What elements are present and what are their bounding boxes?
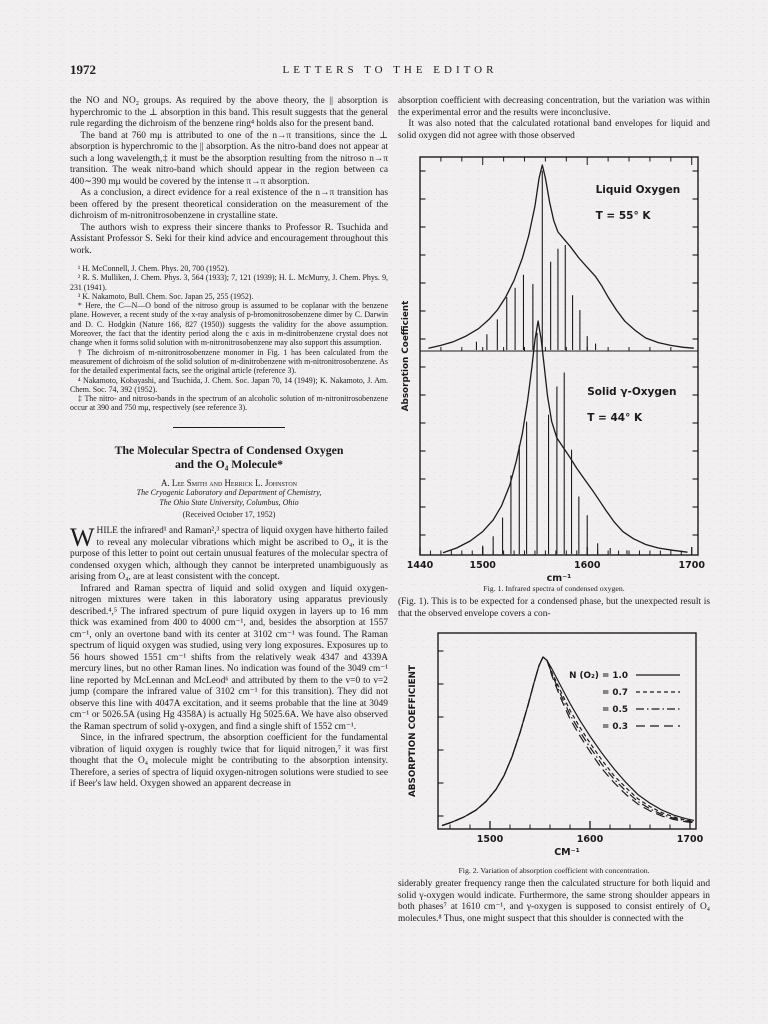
footnote: ⁴ Nakamoto, Kobayashi, and Tsuchida, J. Chem. Soc. Japan 70, 14 (1949); K. Nakamoto, J. Am. Chem. Soc. 74, 392 (1952). <box>70 375 388 394</box>
paragraph: absorption coefficient with decreasing concentration, but the variation was within the experimental error and the results were inconclusive. <box>398 96 710 118</box>
article-title-line1: The Molecular Spectra of Condensed Oxygen <box>114 442 344 457</box>
paragraph <box>70 523 388 584</box>
svg-text:1500: 1500 <box>476 834 504 845</box>
svg-text:= 0.5: = 0.5 <box>601 705 628 715</box>
svg-text:T = 44° K: T = 44° K <box>587 412 643 424</box>
svg-text:cm⁻¹: cm⁻¹ <box>546 573 572 583</box>
article-title-line2: and the O₄ Molecule* <box>174 457 284 472</box>
figure-1-plot <box>398 147 710 583</box>
svg-text:1440: 1440 <box>406 560 434 571</box>
paragraph: siderably greater frequency range then the calculated structure for both liquid and solid γ-oxygen would indicate. Furthermore, the same strong shoulder appears in both phases⁷ at 1610 cm⁻¹, and γ-oxygen is supposed to consist entirely of O₄ molecules.⁸ Thus, one might suspect that this shoulder is connected with the <box>398 879 710 924</box>
received-date: (Received October 17, 1952) <box>182 510 276 520</box>
footnote: † The dichroism of m-nitronitrosobenzene monomer in Fig. 1 has been calculated from the measurement of dichroism of the solid solution of m-dinitrobenzene with m-nitronitrosobenzene. As for the detailed experimental facts, see the original article (reference 3). <box>70 347 388 376</box>
left-column <box>70 96 388 791</box>
paragraph: The authors wish to express their sincere thanks to Professor R. Tsuchida and Assistant Professor S. Seki for their kind advice and encouragement throughout this work. <box>70 222 388 256</box>
footnote: * Here, the C—N—O bond of the nitroso group is assumed to be coplanar with the benzene plane. However, a recent study of the x-ray analysis of p-bromonitrosobenzene dimer by C. Darwin and D. C. Hodgkin (Nature 166, 827 (1950)) suggests the validity for the above assumption. Moreover, the fact that the identity period along the c axis in m-dinitrobenzene crystal does not change when it forms solid solution with m-nitronitrosobenzene may also support this assumption. <box>70 301 388 348</box>
paragraph: The band at 760 mμ is attributed to one of the n→π transitions, since the ⊥ absorption is hyperchromic to the || absorption. As the nitro-band does not appear at such a long wavelength,‡ it must be the absorption resulting from the nitroso n→π transition. The weak nitro-band which should appear in the region between ca 400∼390 mμ would be covered by the intense π→π absorption. <box>70 130 388 187</box>
figure-1 <box>398 147 710 593</box>
paragraph: Since, in the infrared spectrum, the absorption coefficient for the fundamental vibration of liquid oxygen is roughly twice that for liquid nitrogen,⁷ it was first thought that the O₄ molecule might be contributing to the absorption intensity. Therefore, a series of spectra of liquid oxygen-nitrogen solutions were studied to see if Beer's law held. Oxygen showed an apparent decrease in <box>70 733 388 790</box>
affiliation-line1: The Cryogenic Laboratory and Department of Chemistry, <box>136 487 322 497</box>
footnotes-block <box>70 264 388 413</box>
affiliation-line2: The Ohio State University, Columbus, Ohio <box>159 497 299 507</box>
article-title <box>76 443 382 472</box>
svg-text:Solid γ-Oxygen: Solid γ-Oxygen <box>587 386 677 398</box>
footnote: ¹ H. McConnell, J. Chem. Phys. 20, 700 (1952). <box>77 264 230 273</box>
paragraph: It was also noted that the calculated rotational band envelopes for liquid and solid oxygen did not agree with those observed <box>398 119 710 141</box>
svg-text:1700: 1700 <box>678 560 705 571</box>
svg-text:Absorption Coefficient: Absorption Coefficient <box>401 300 411 412</box>
svg-text:= 0.3: = 0.3 <box>601 722 628 732</box>
svg-text:N (O₂) = 1.0: N (O₂) = 1.0 <box>569 671 628 681</box>
footnote: ² R. S. Mulliken, J. Chem. Phys. 3, 564 (1933); 7, 121 (1939); H. L. McMurry, J. Chem. Phys. 9, 231 (1941). <box>70 273 388 292</box>
figure-1-caption: Fig. 1. Infrared spectra of condensed oxygen. <box>483 584 625 593</box>
running-head: LETTERS TO THE EDITOR <box>282 64 498 76</box>
svg-text:CM⁻¹: CM⁻¹ <box>554 847 580 858</box>
svg-text:Liquid Oxygen: Liquid Oxygen <box>595 184 681 196</box>
footnote: ³ K. Nakamoto, Bull. Chem. Soc. Japan 25, 255 (1952). <box>77 291 254 301</box>
svg-text:ABSORPTION COEFFICIENT: ABSORPTION COEFFICIENT <box>408 664 418 798</box>
paragraph: the NO and NO₂ groups. As required by the above theory, the || absorption is hyperchromic to the ⊥ absorption in this band. This result suggests that the general rule regarding the dichroism of the benzene ring⁴ holds also for the present band. <box>70 96 388 129</box>
svg-text:T = 55° K: T = 55° K <box>595 210 651 222</box>
svg-text:1600: 1600 <box>576 834 604 845</box>
svg-text:= 0.7: = 0.7 <box>601 688 628 698</box>
svg-text:1500: 1500 <box>469 560 496 571</box>
right-column <box>398 96 710 925</box>
paragraph: As a conclusion, a direct evidence for a real existence of the n→π transition has been offered by the present theoretical consideration on the measurement of the dichroism of m-nitronitrosobenzene in crystalline state. <box>70 188 388 221</box>
paragraph: (Fig. 1). This is to be expected for a condensed phase, but the unexpected result is that the observed envelope covers a con- <box>398 597 710 619</box>
footnote: ‡ The nitro- and nitroso-bands in the spectrum of an alcoholic solution of m-nitronitrosobenzene occur at 390 and 750 mμ, respectively (see reference 3). <box>70 394 388 413</box>
authors: A. Lee Smith and Herrick L. Johnston <box>160 477 298 488</box>
svg-text:1600: 1600 <box>573 560 601 571</box>
section-divider <box>173 427 285 428</box>
figure-2-caption: Fig. 2. Variation of absorption coefficient with concentration. <box>458 866 650 875</box>
figure-2-plot <box>404 625 704 865</box>
svg-text:1700: 1700 <box>676 834 704 845</box>
drop-cap: W <box>70 523 95 553</box>
figure-2 <box>398 625 710 875</box>
opening-text: HILE the infrared¹ and Raman²,³ spectra of liquid oxygen have hitherto failed to reveal any molecular vibrations which might be ascribed to O₄, it is the purpose of this letter to point out certain unusual features of the molecular spectra of condensed oxygen which, although they cannot be interpreted unambiguously as arising from O₄, are at least consistent with the concept. <box>70 526 388 583</box>
page-number: 1972 <box>70 62 96 77</box>
paragraph: Infrared and Raman spectra of liquid and solid oxygen and liquid oxygen-nitrogen mixtures were taken in this laboratory using apparatus previously described.⁴,⁵ The infrared spectrum of pure liquid oxygen in layers up to 16 mm thick was examined from 400 to 4000 cm⁻¹, and, besides the absorption at 1557 cm⁻¹, only an overtone band with its center at 3102 cm⁻¹ was found. The Raman spectrum of liquid oxygen was studied, using very long exposures. Exposures up to 56 hours showed 1551 cm⁻¹ shifts from the relatively weak 4347 and 4339A mercury lines, but no other Raman lines. No indication was found of the 3049 cm⁻¹ line reported by McLennan and McLeod⁶ and attributed by them to the v=0 to v=2 jump (compare the infrared value of 3102 cm⁻¹ for this transition). They did not observe this line with 4047A excitation, and it seems probable that the line at 3049 cm⁻¹ or 5026.5A (using Hg 4358A) is actually Hg 5025.6A. We have also observed the Raman spectrum of solid γ-oxygen, and find a single shift of 1552 cm⁻¹. <box>70 583 388 732</box>
